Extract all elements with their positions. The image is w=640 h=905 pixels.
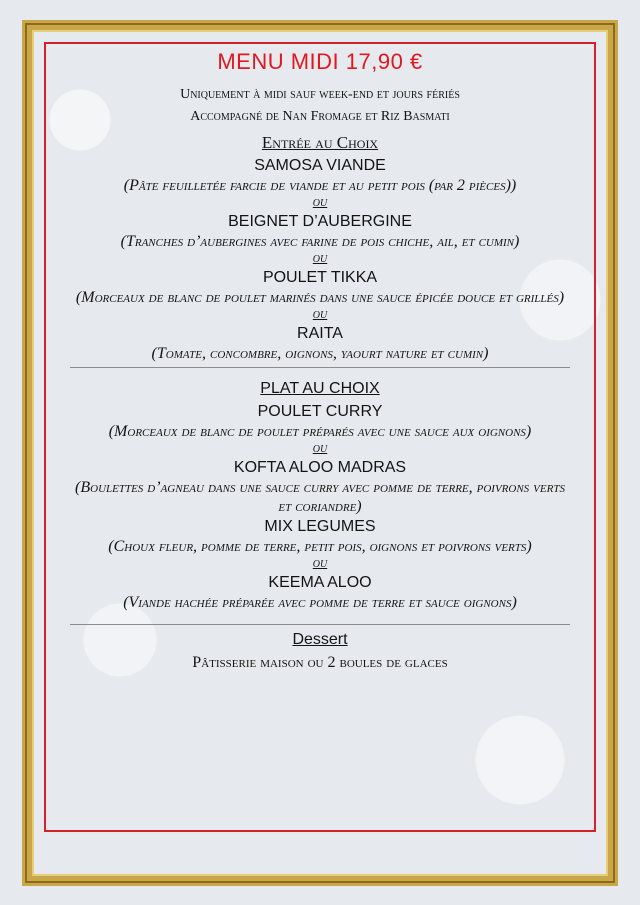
dish-description: (Pâte feuilletée farcie de viande et au petit pois (par 2 pièces)) xyxy=(123,177,517,194)
menu-subtitle-availability: Uniquement à midi sauf week-end et jours fériés xyxy=(180,87,460,102)
separator-ou: ou xyxy=(312,556,328,571)
separator-ou: ou xyxy=(312,441,328,456)
dish-description: (Morceaux de blanc de poulet préparés avec une sauce aux oignons) xyxy=(108,423,532,440)
dish-name: KEEMA ALOO xyxy=(268,574,372,591)
dish-description: (Tomate, concombre, oignons, yaourt nature et cumin) xyxy=(151,345,489,362)
dessert-section-title: Dessert xyxy=(292,631,348,648)
dish-name: POULET TIKKA xyxy=(262,269,378,286)
dish-description: (Boulettes d’agneau dans une sauce curry avec pomme de terre, poivrons verts et coriandre) xyxy=(75,479,565,515)
menu-content xyxy=(60,46,580,673)
separator-ou: ou xyxy=(312,195,328,210)
dish-description: (Viande hachée préparée avec pomme de terre et sauce oignons) xyxy=(123,594,517,611)
dish-name: KOFTA ALOO MADRAS xyxy=(233,459,407,476)
dish-name: SAMOSA VIANDE xyxy=(254,157,386,174)
section-divider xyxy=(70,624,570,625)
dish-name: RAITA xyxy=(297,325,343,342)
dish-name: MIX LEGUMES xyxy=(264,518,376,535)
entree-section-title: Entrée au Choix xyxy=(261,133,379,152)
dish-description: (Choux fleur, pomme de terre, petit pois, oignons et poivrons verts) xyxy=(108,538,532,555)
separator-ou: ou xyxy=(312,307,328,322)
separator-ou: ou xyxy=(312,251,328,266)
dish-description: (Morceaux de blanc de poulet marinés dans une sauce épicée douce et grillés) xyxy=(75,289,565,306)
dish-name: POULET CURRY xyxy=(257,403,383,420)
dish-name: BEIGNET D’AUBERGINE xyxy=(228,213,412,230)
dessert-description: Pâtisserie maison ou 2 boules de glaces xyxy=(192,654,448,671)
dish-description: (Tranches d’aubergines avec farine de pois chiche, ail, et cumin) xyxy=(120,233,520,250)
menu-subtitle-accompaniment: Accompagné de Nan Fromage et Riz Basmati xyxy=(190,109,450,124)
plat-section-title: PLAT AU CHOIX xyxy=(260,380,380,397)
menu-title: MENU MIDI 17,90 € xyxy=(217,49,423,74)
section-divider xyxy=(70,367,570,368)
